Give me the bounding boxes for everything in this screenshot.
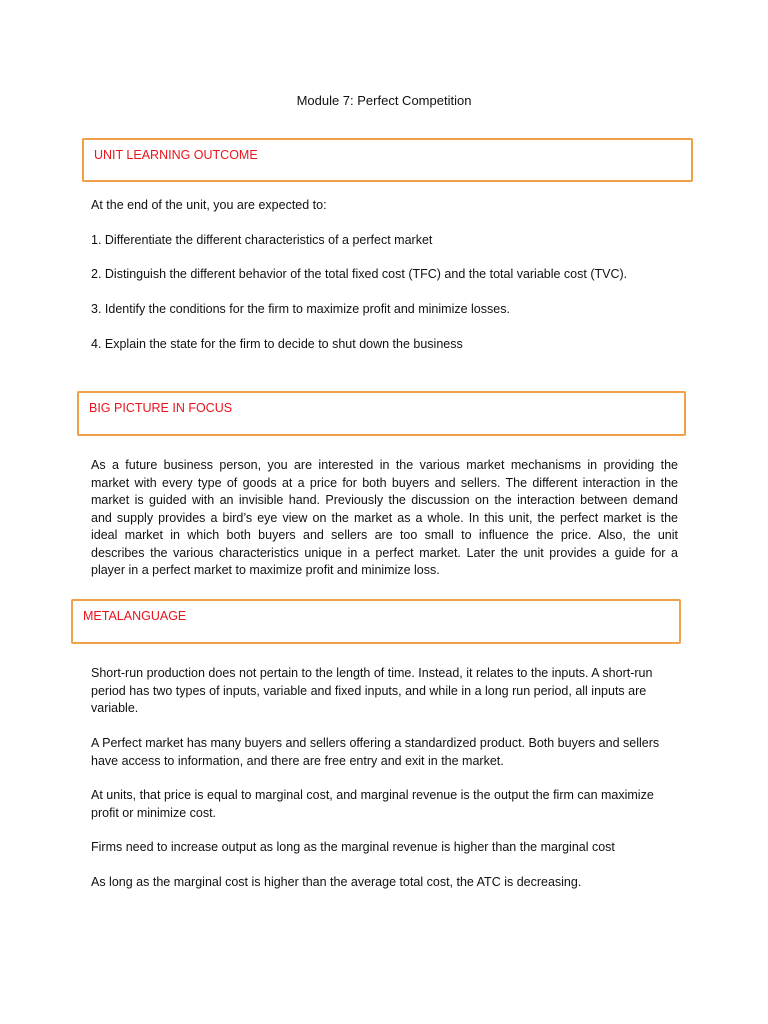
metalanguage-line: period has two types of inputs, variable and fixed inputs, and while in a long run period, all inputs are bbox=[91, 683, 647, 698]
big-picture-line: market with every type of goods at a price for both buyers and sellers. The different interaction in the bbox=[91, 475, 678, 490]
big-picture-line: describes the various characteristics unique in a perfect market. Later the unit provides a guide for a bbox=[91, 545, 678, 560]
metalanguage-paragraph-4 bbox=[91, 839, 691, 857]
big-picture-line: and supply provides a bird’s eye view on the market as a whole. In this unit, the perfect market is the bbox=[91, 510, 678, 525]
metalanguage-box bbox=[71, 599, 681, 644]
metalanguage-line: Short-run production does not pertain to the length of time. Instead, it relates to the inputs. A short-run bbox=[91, 666, 653, 680]
unit-learning-outcome-box bbox=[82, 138, 693, 182]
metalanguage-line: Firms need to increase output as long as the marginal revenue is higher than the marginal cost bbox=[91, 840, 615, 854]
metalanguage-line: variable. bbox=[91, 701, 139, 715]
big-picture-heading: BIG PICTURE IN FOCUS bbox=[89, 401, 233, 415]
big-picture-line: ideal market in which both buyers and sellers are too small to influence the price. Also, the unit bbox=[91, 528, 678, 542]
metalanguage-paragraph-5 bbox=[91, 874, 691, 892]
metalanguage-line: profit or minimize cost. bbox=[91, 805, 217, 820]
metalanguage-line: A Perfect market has many buyers and sellers offering a standardized product. Both buyers and sellers bbox=[91, 736, 660, 750]
outcome-intro: At the end of the unit, you are expected to: bbox=[91, 198, 327, 212]
unit-learning-outcome-heading: UNIT LEARNING OUTCOME bbox=[94, 148, 258, 162]
outcome-item-1: 1. Differentiate the different characteristics of a perfect market bbox=[91, 233, 433, 247]
page-title: Module 7: Perfect Competition bbox=[296, 93, 472, 108]
big-picture-box bbox=[77, 391, 686, 436]
metalanguage-line: At units, that price is equal to marginal cost, and marginal revenue is the output the firm can maximize bbox=[91, 788, 654, 802]
big-picture-line: market is guided with an invisible hand. Previously the discussion on the interaction between demand bbox=[91, 493, 678, 507]
big-picture-line: As a future business person, you are interested in the various market mechanisms in providing the bbox=[91, 458, 678, 472]
metalanguage-line: As long as the marginal cost is higher than the average total cost, the ATC is decreasing. bbox=[91, 875, 582, 889]
metalanguage-heading: METALANGUAGE bbox=[83, 609, 187, 623]
outcome-item-2: 2. Distinguish the different behavior of the total fixed cost (TFC) and the total variable cost (TVC). bbox=[91, 267, 628, 281]
outcome-item-3: 3. Identify the conditions for the firm to maximize profit and minimize losses. bbox=[91, 302, 510, 316]
metalanguage-paragraph-1 bbox=[91, 665, 691, 718]
big-picture-line: player in a perfect market to maximize profit and minimize loss. bbox=[91, 563, 440, 577]
metalanguage-paragraph-2 bbox=[91, 735, 691, 770]
metalanguage-line: have access to information, and there are free entry and exit in the market. bbox=[91, 753, 504, 768]
outcome-item-4: 4. Explain the state for the firm to decide to shut down the business bbox=[91, 337, 463, 351]
big-picture-paragraph bbox=[91, 457, 678, 580]
metalanguage-paragraph-3 bbox=[91, 787, 691, 822]
